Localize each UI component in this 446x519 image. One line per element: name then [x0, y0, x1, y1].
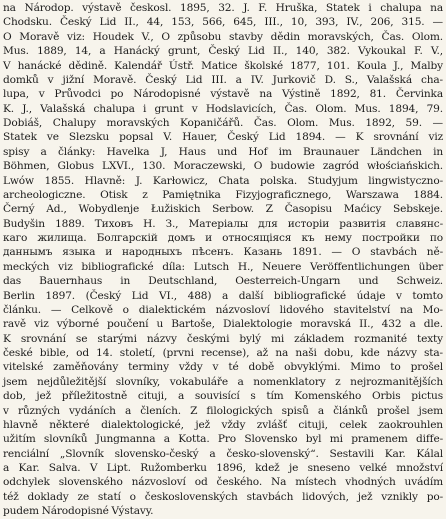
text-line: meckých viz bibliografické díla: Lutsch H., Neuere Veröffentlichungen über — [3, 260, 443, 273]
text-line: ravě viz výborné poučení u Bartoše, Dialektologie moravská II., 432 a dle. — [3, 318, 443, 331]
text-line: hlavně některé dialektologické, jež vždy zvlášť cituji, celek zaokrouhlen — [3, 418, 443, 431]
text-line: Mus. 1889, 14, a Hanácký grunt, Český Lid II., 140, 382. Vykoukal F. V., — [3, 45, 443, 58]
text-line: Chodsku. Český Lid II., 44, 153, 566, 645, III., 10, 393, IV., 206, 315. — — [3, 16, 443, 29]
text-line: Berlin 1897. (Český Lid VI., 488) a další bibliografické údaje v tomto — [3, 289, 443, 302]
text-line: odchylek slovenského názvosloví od českého. Na místech vhodných uvádím — [3, 476, 443, 489]
text-line: lupa, v Průvodci po Národopisné výstavě na Výstině 1892, 81. Červinka — [3, 88, 443, 101]
text-line: domků v jižní Moravě. Český Lid III. a IV. Jurkovič D. S., Valašská cha- — [3, 73, 443, 86]
document-page — [3, 0, 443, 519]
text-line: Lwów 1855. Hlavně: J. Karłowicz, Chata polska. Studyjum lingwistyczno- — [3, 174, 443, 187]
text-line: a Kar. Salva. V Lipt. Ružomberku 1896, kdež je sneseno velké množství — [3, 462, 443, 474]
text-line: даннымъ языка и народныхъ пѣсенъ. Казань 1891. — O stavbách ně- — [3, 246, 443, 259]
text-line: české bible, od 14. století, (prvni recense), až na naši dobu, kde názvy sta- — [3, 347, 443, 359]
text-line: též doklady ze statí o československých stavbách lidových, jež vznikly po- — [3, 490, 443, 503]
text-line: V hanácké dědině. Kalendář Ústř. Matice školské 1877, 101. Koula J., Malby — [3, 59, 443, 72]
text-line: Budyšin 1889. Тиховъ Н. З., Матеріалы для исторіи развитія славянс- — [3, 217, 443, 230]
text-line: jsem nejdůležitější slovníky, vokabuláře a nomenklatory z nejrozmanitějších — [3, 375, 443, 388]
text-line: spisy a články: Havelka J, Haus und Hof im Braunauer Ländchen in — [3, 145, 443, 158]
text-line: K srovnání se starými názvy českými bylý mi základem rozmanité texty — [3, 332, 443, 345]
text-line: Černý Ad., Wobydlenje Łužiskich Serbow. Z Časopisu Maćicy Sebskeje. — [3, 203, 443, 216]
text-line: na Národop. výstavě českosl. 1895, 32. J. F. Hruška, Statek i chalupa na — [3, 2, 443, 14]
text-line: Böhmen, Globus LXVI., 130. Moraczewski, O budowie zagród włościańskich. — [3, 160, 443, 173]
text-line: Dobiáš, Chalupy moravských Kopaničářů. Čas. Olom. Mus. 1892, 59. — — [3, 117, 443, 129]
text-line: v různých vydáních a členích. Z filologických spisů a článků prošel jsem — [3, 404, 443, 417]
text-line: каго жилища. Болгарскій домъ и относящіяся къ нему постройки по — [3, 232, 443, 244]
text-line: vitelské zaměňovány terminy vždy v té době obvyklými. Mimo to prošel — [3, 361, 443, 374]
text-line: užitím slovníků Jungmanna a Kotta. Pro Slovensko byl mi pramenem diffe- — [3, 433, 443, 446]
text-line: Statek ve Slezsku popsal V. Hauer, Český Lid 1894. — K srovnání viz — [3, 131, 443, 144]
text-line: pudem Národopisné Výstavy. — [3, 505, 154, 518]
text-line: das Bauernhaus in Deutschland, Oesterreich-Ungarn und Schweiz. — [3, 275, 443, 288]
text-line: dob, jež příležitostně cituji, a souvisící s tím Komenského Orbis pictus — [3, 390, 443, 403]
text-line: článku. — Celkově o dialektickém názvosloví lidového stavitelství na Mo- — [3, 303, 443, 316]
text-line: K. J., Valašská chalupa i grunt v Hodslavicích, Čas. Olom. Mus. 1894, 79. — [3, 102, 443, 115]
text-line: renciální „Slovník slovensko-český a česko-slovenský“. Sestavili Kar. Kálal — [3, 447, 443, 460]
text-line: archeologiczne. Otisk z Pamiętnika Fizyjograficznego, Warszawa 1884. — [3, 188, 443, 201]
text-line: O Moravě viz: Houdek V., O způsobu stavby dědin moravských, Čas. Olom. — [3, 30, 443, 43]
